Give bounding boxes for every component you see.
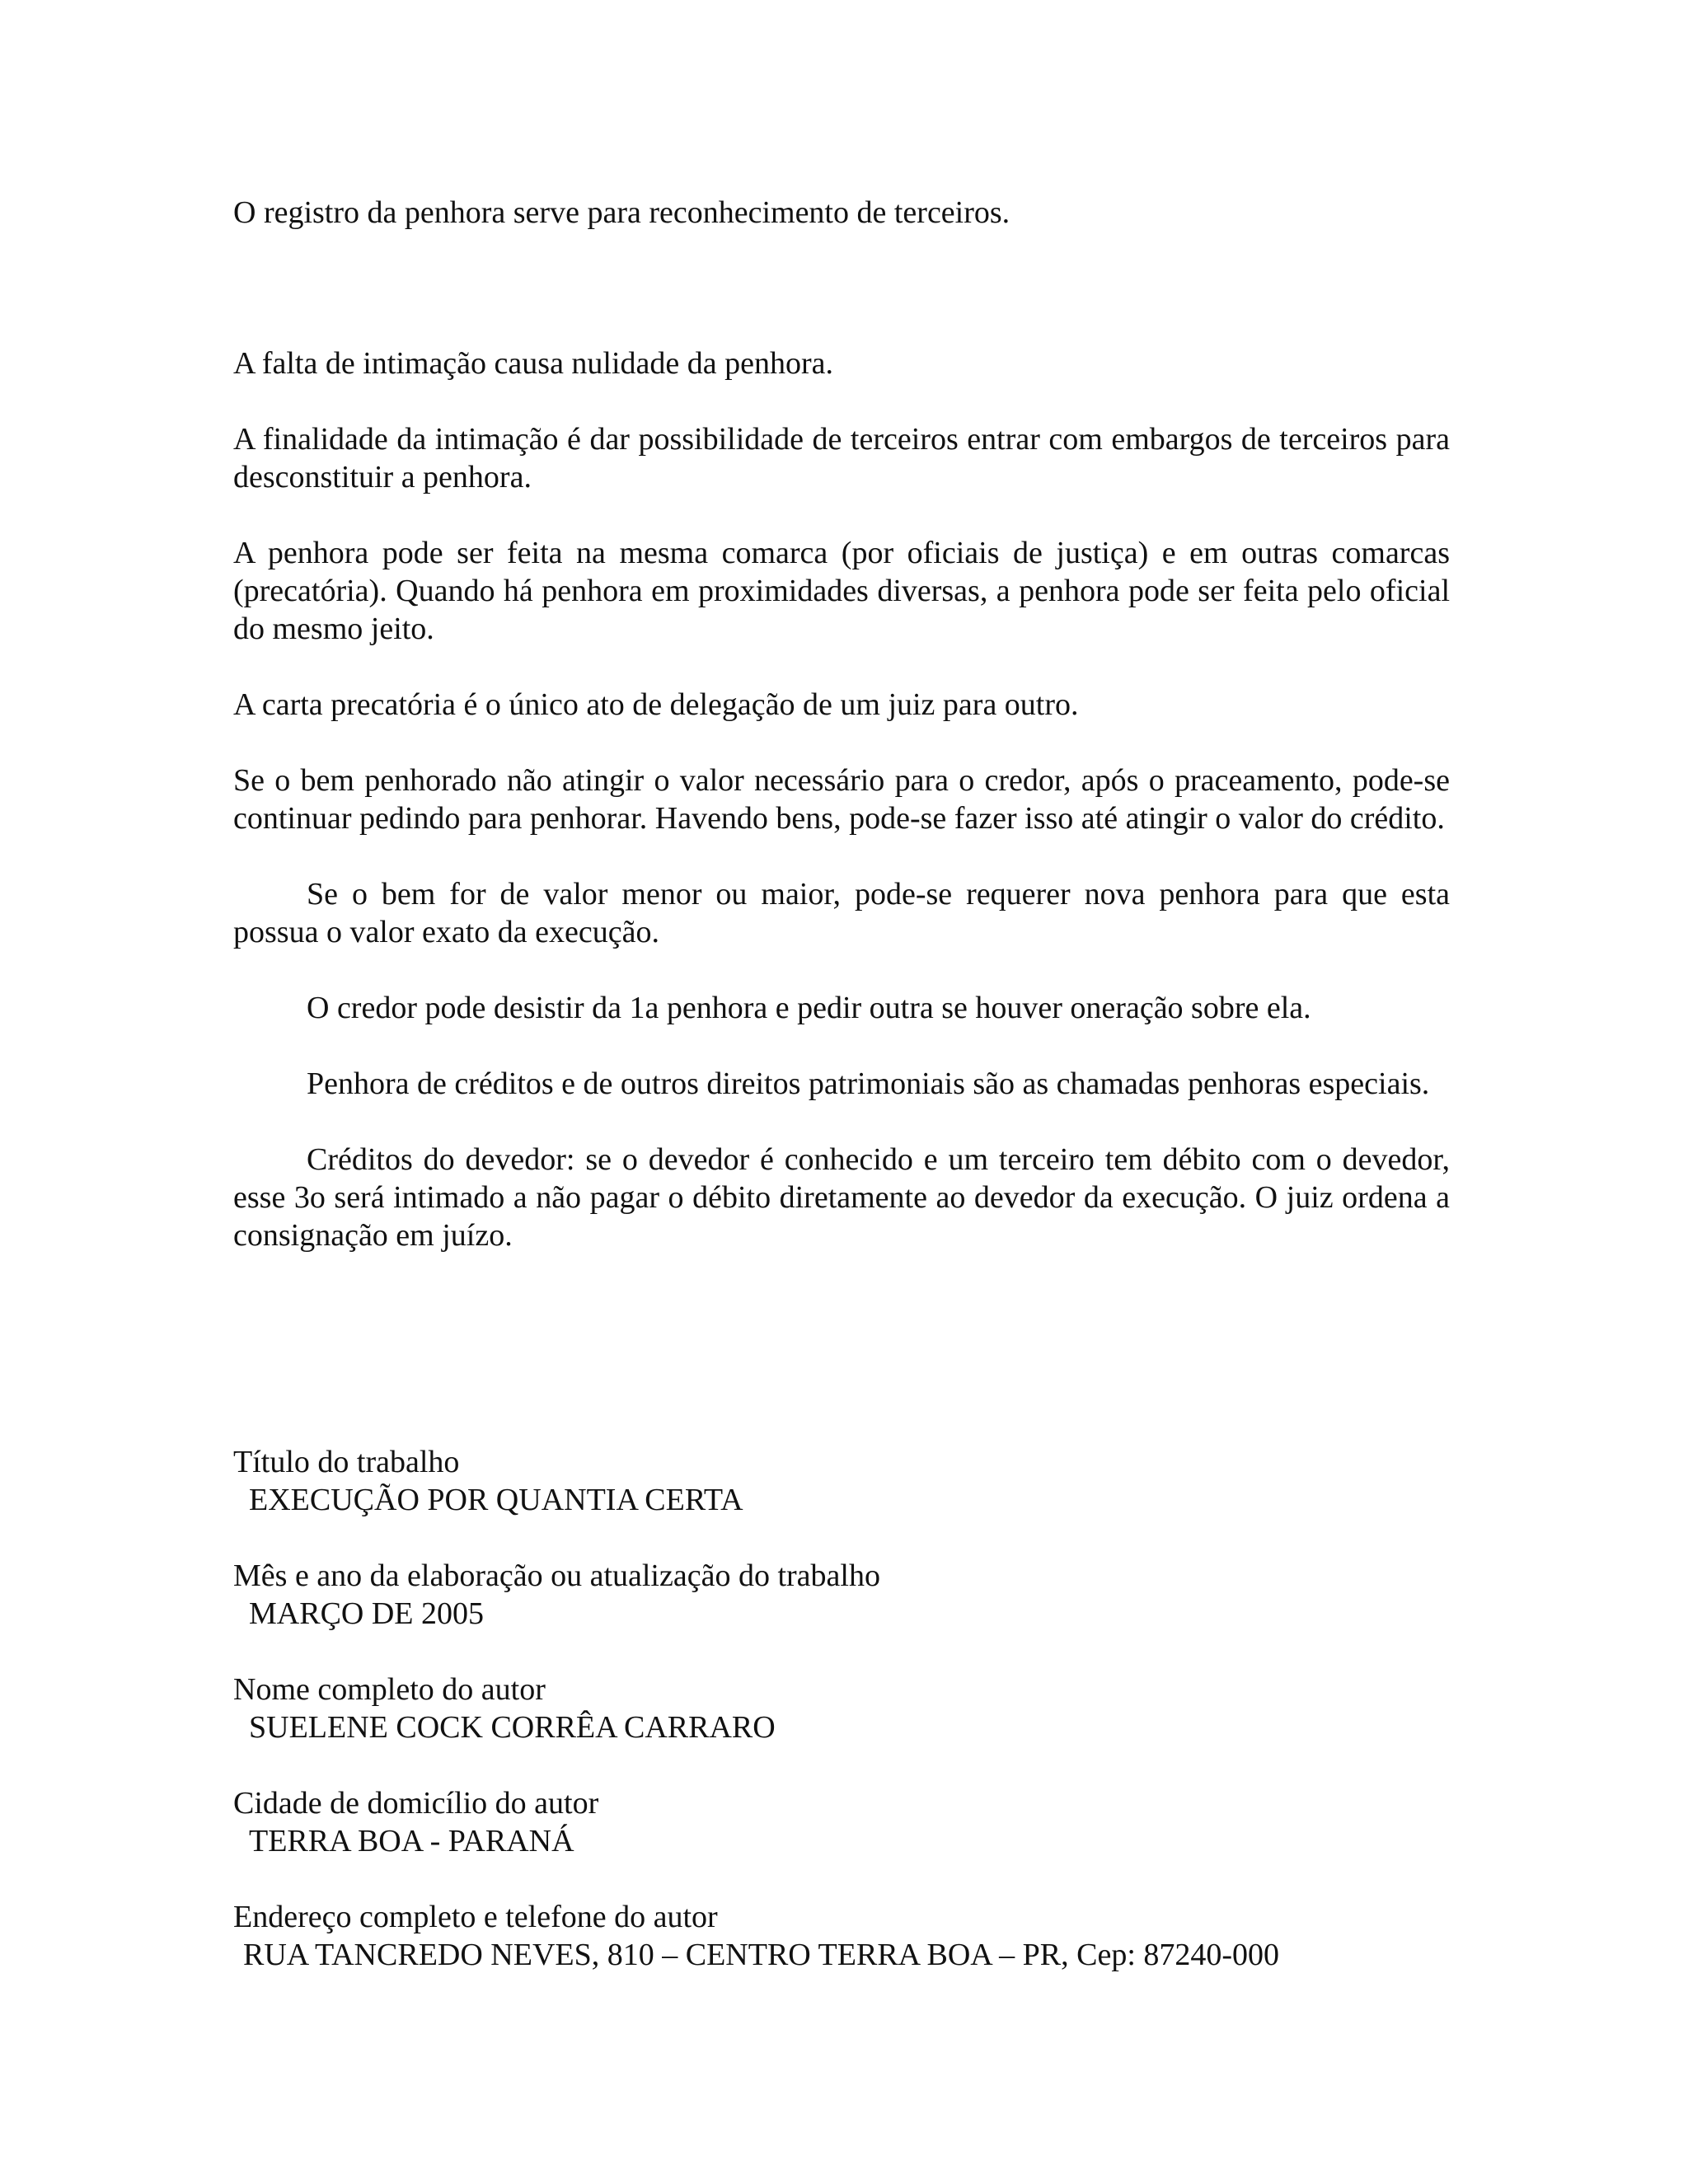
spacer bbox=[233, 1103, 1450, 1141]
metadata-value: SUELENE COCK CORRÊA CARRARO bbox=[249, 1710, 776, 1745]
metadata-label: Cidade de domicílio do autor bbox=[233, 1786, 599, 1821]
paragraph: Se o bem penhorado não atingir o valor necessário para o credor, após o praceamento, pode-se continuar pedindo para penhorar. Havendo bens, pode-se fazer isso até atingir o valor do crédito. bbox=[233, 763, 1450, 836]
spacer bbox=[233, 382, 1450, 420]
metadata-label: Mês e ano da elaboração ou atualização do trabalho bbox=[233, 1558, 880, 1593]
metadata-label: Endereço completo e telefone do autor bbox=[233, 1900, 718, 1934]
document-body bbox=[233, 194, 1450, 1254]
metadata-value: RUA TANCREDO NEVES, 810 – CENTRO TERRA BOA – PR, Cep: 87240-000 bbox=[243, 1938, 1280, 1972]
spacer bbox=[233, 232, 1450, 344]
paragraph: A finalidade da intimação é dar possibilidade de terceiros entrar com embargos de terceiros para desconstituir a penhora. bbox=[233, 422, 1450, 494]
metadata-title bbox=[233, 1443, 1552, 1519]
paragraph: O credor pode desistir da 1a penhora e pedir outra se houver oneração sobre ela. bbox=[307, 991, 1311, 1025]
paragraph: O registro da penhora serve para reconhecimento de terceiros. bbox=[233, 195, 1010, 230]
spacer bbox=[233, 951, 1450, 989]
spacer bbox=[233, 724, 1450, 762]
metadata-value: TERRA BOA - PARANÁ bbox=[249, 1824, 574, 1858]
metadata-date bbox=[233, 1557, 1552, 1633]
paragraph: Se o bem for de valor menor ou maior, pode-se requerer nova penhora para que esta possua o valor exato da execução. bbox=[233, 877, 1450, 949]
metadata-label: Nome completo do autor bbox=[233, 1672, 546, 1707]
work-metadata bbox=[233, 1443, 1552, 2012]
spacer bbox=[233, 496, 1450, 534]
paragraph: A carta precatória é o único ato de delegação de um juiz para outro. bbox=[233, 687, 1079, 722]
metadata-value: MARÇO DE 2005 bbox=[249, 1596, 485, 1631]
metadata-author-name bbox=[233, 1671, 1552, 1746]
metadata-value: EXECUÇÃO POR QUANTIA CERTA bbox=[249, 1483, 743, 1517]
spacer bbox=[233, 837, 1450, 875]
paragraph: A falta de intimação causa nulidade da penhora. bbox=[233, 346, 834, 381]
metadata-author-city bbox=[233, 1784, 1552, 1860]
paragraph: Penhora de créditos e de outros direitos patrimoniais são as chamadas penhoras especiais. bbox=[307, 1066, 1430, 1101]
metadata-author-address bbox=[233, 1898, 1552, 1974]
paragraph: Créditos do devedor: se o devedor é conhecido e um terceiro tem débito com o devedor, esse 3o será intimado a não pagar o débito diretamente ao devedor da execução. O juiz ordena a consignação em juízo. bbox=[233, 1142, 1450, 1253]
spacer bbox=[233, 648, 1450, 686]
spacer bbox=[233, 1027, 1450, 1065]
paragraph: A penhora pode ser feita na mesma comarca (por oficiais de justiça) e em outras comarcas (precatória). Quando há penhora em proximidades diversas, a penhora pode ser feita pelo oficial do mesmo jeito. bbox=[233, 536, 1450, 646]
metadata-label: Título do trabalho bbox=[233, 1445, 460, 1479]
